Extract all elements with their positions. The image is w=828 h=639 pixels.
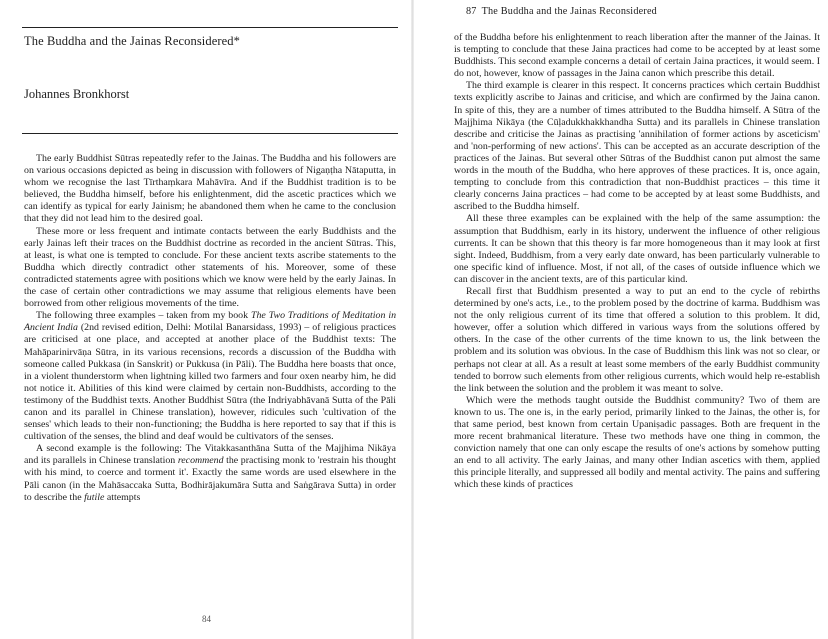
- section-rule: [22, 133, 398, 134]
- page-footer-mark: 84: [202, 614, 211, 624]
- book-title: The Two Traditions of Meditation in Ancient India: [24, 310, 397, 334]
- top-rule: [22, 27, 398, 28]
- paragraph: These more or less frequent and intimate contacts between the early Buddhists and the early Jainas left their traces on the Buddhist doctrine as recorded in the ancient Sūtras. This, at least, is what one is tempted to conclude. For these ancient texts ascribe statements to the Buddha which directly contradict other statements of his. Moreover, some of these contradicted statements agree with positions which we know were held by the early Jainas. In the case of certain other contradictions we may assume that religious elements have been borrowed from other religious movements of the time.: [24, 225, 396, 310]
- paragraph: All these three examples can be explained with the help of the same assumption: the assumption that Buddhism, early in its history, underwent the influence of other religious currents. It can be shown that this theory is far more homogeneous than it may look at first sight. Indeed, Buddhism, from a very early date onward, has been particularly vulnerable to one specific kind of influence. Most, if not all, of the cases of outside influence which we can discover in the ancient texts, are of this particular kind.: [454, 213, 820, 285]
- paragraph: of the Buddha before his enlightenment to reach liberation after the manner of the Jainas. It is tempting to conclude that these Jaina practices had come to be accepted by at least some Buddhists. This second example concerns a detail of certain Jaina practices, it would seem. I do not, however, know of passages in the Jaina canon which prescribe this detail.: [454, 32, 820, 80]
- author-name: Johannes Bronkhorst: [24, 87, 130, 101]
- right-body-text: [454, 32, 820, 492]
- paragraph: Recall first that Buddhism presented a way to put an end to the cycle of rebirths determined by one's acts, i.e., to the problem posed by the doctrine of karma. Buddhism was not the only religious current of its time that offered a solution to this problem. It did, however, offer a solution which differed in various ways from the solutions offered by others. In the case of the other currents of the time known to us, the link between the problem and its solution was obvious. In the case of Buddhism this link was not so clear, or perhaps not clear at all. As a result at least some members of the early Buddhist community tended to borrow such elements from other religious currents, which would help re-establish the link between the solution and the problem it was meant to solve.: [454, 285, 820, 394]
- article-title: The Buddha and the Jainas Reconsidered*: [24, 34, 240, 48]
- page-number: 87: [466, 6, 477, 17]
- emphasis: futile: [84, 491, 105, 503]
- paragraph: The third example is clearer in this respect. It concerns practices which certain Buddhist texts explicitly ascribe to Jainas and criticise, and which are confirmed by the Jaina canon. In spite of this, they are a number of times attributed to the Buddha himself. A Sūtra of the Majjhima Nikāya (the Cūḷadukkhakkhandha Sutta) and its parallels in Chinese translation describe and criticise the Jainas as practising 'annihilation of former actions by asceticism' and 'non-performing of new actions'. This can be accepted as an accurate description of the practices of the Jainas. But several other Sūtras of the Buddhist canon put almost the same words in the mouth of the Buddha, who here approves of these practices. It is, once again, tempting to conclude from this contradiction that non-Buddhist practices – this time it clearly concerns Jaina practices – had come to be accepted by at least some Buddhists, and ascribed to the Buddha himself.: [454, 80, 820, 213]
- running-head: [466, 6, 662, 17]
- paragraph: The early Buddhist Sūtras repeatedly refer to the Jainas. The Buddha and his followers are on various occasions depicted as being in discussion with followers of Nigaṇṭha Nātaputta, in whom we recognise the last Tīrthaṃkara Mahāvīra. And if the Buddhist tradition is to be believed, the Buddha himself, before his enlightenment, did the ascetic practices which we can identify as typical for early Jainism; he abandoned them when he came to the conclusion that they did not lead him to the desired goal.: [24, 153, 396, 225]
- paragraph: Which were the methods taught outside the Buddhist community? Two of them are known to us. The one is, in the early period, primarily linked to the Jainas, the other is, for that same period, best known from certain Upaniṣadic passages. Both are frequent in the more recent brahmanical literature. These two methods have one thing in common, the conviction namely that one can only escape the results of one's actions by somehow putting an end to all activity. The early Jainas, and many other Indian ascetics with them, applied this principle literally, and suppressed all bodily and mental activity. The pains and suffering which these kinds of practices: [454, 394, 820, 491]
- right-page: [414, 0, 828, 639]
- running-head-title: The Buddha and the Jainas Reconsidered: [481, 6, 657, 17]
- paragraph: A second example is the following: The Vitakkasanthāna Sutta of the Majjhima Nikāya and its parallels in Chinese translation recommend the practising monk to 'restrain his thought with his mind, to coerce and torment it'. Exactly the same words are used elsewhere in the Pāli canon (in the Mahāsaccaka Sutta, Bodhirājakumāra Sutta and Saṅgārava Sutta) in order to describe the futile attempts: [24, 443, 396, 503]
- emphasis: recommend: [177, 455, 224, 467]
- paragraph: The following three examples – taken from my book The Two Traditions of Meditation in Ancient India (2nd revised edition, Delhi: Motilal Banarsidass, 1993) – of religious practices are criticised at one place, and accepted at another place of the Buddhist texts: The Mahāparinirvāṇa Sūtra, in its various recensions, records a discussion of the Buddha with someone called Pukkasa (in Sanskrit) or Pukkusa (in Pāli). The Buddha here boasts that once, in a violent thunderstorm when lightning killed two farmers and four oxen nearby him, he did not notice it. Abilities of this kind were claimed by certain non-Buddhists, according to the testimony of the Buddhist texts. Another Buddhist Sūtra (the Indriyabhāvanā Sutta of the Pāli canon and its parallel in Chinese translation), however, ridicules such 'cultivation of the senses' which leads to their non-functioning; the Buddha is here reported to say that if this is cultivation of the senses, the blind and deaf would be cultivators of the senses.: [24, 310, 397, 443]
- left-page: [0, 0, 412, 639]
- left-body-text: [24, 153, 396, 504]
